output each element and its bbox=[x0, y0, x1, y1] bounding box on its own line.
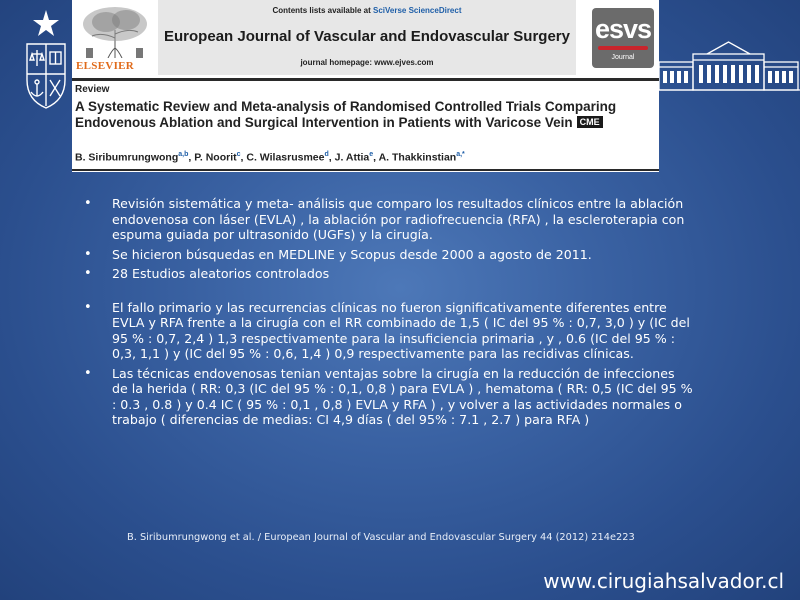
esvs-wordmark: esvs bbox=[594, 14, 652, 44]
author-name: P. Noorit bbox=[194, 151, 237, 164]
citation: B. Siribumrungwong et al. / European Journal of Vascular and Endovascular Surgery 44 (2012) 214e223 bbox=[127, 532, 635, 543]
elsevier-tree-icon bbox=[78, 4, 152, 58]
author-name: B. Siribumrungwong bbox=[75, 151, 179, 164]
article-title-text: A Systematic Review and Meta-analysis of Randomised Controlled Trials Comparing Endovenous Ablation and Surgical Intervention in Patients with Varicose Vein bbox=[75, 99, 617, 130]
article-title bbox=[75, 99, 650, 131]
journal-name: European Journal of Vascular and Endovascular Surgery bbox=[164, 28, 570, 45]
sciencedirect-link: SciVerse ScienceDirect bbox=[372, 6, 462, 15]
author-affiliation: a,b bbox=[178, 151, 189, 158]
bullet-item: • Las técnicas endovenosas tenian ventajas sobre la cirugía en la reducción de infecciones de la herida ( RR: 0,3 (IC del 95 % : 0,1, 0,8 ) para EVLA ) , hematoma ( RR: 0,5 (IC del 95 % : 0.3 , 0.8 ) y 0.4 IC ( 95 % : 0,1 , 0,8 ) EVLA y RFA ) , y volver a las actividades normales o trabajo ( diferencias de medias: CI 4,9 días ( del 95% : 7.1 , 2.7 ) para RFA ) bbox=[84, 366, 694, 428]
university-crest-icon bbox=[22, 8, 70, 110]
contents-prefix: Contents lists available at bbox=[272, 6, 373, 15]
author-affiliation: a,* bbox=[456, 151, 465, 158]
hospital-building-icon bbox=[657, 40, 800, 92]
esvs-journal-label: Journal bbox=[611, 54, 635, 61]
website-url: www.cirugiahsalvador.cl bbox=[543, 569, 784, 593]
bullet-item: • El fallo primario y las recurrencias clínicas no fueron significativamente diferentes entre EVLA y RFA frente a la cirugía con el RR combinado de 1,5 ( IC del 95 % : 0,7, 3,0 ) y (IC del 95 % : 0,7, 2,4 ) 1,3 respectivamente para la insuficiencia primaria , y , 0.6 (IC del 95 % : 0,3, 1,1 ) y (IC del 95 % : 0,6, 1,4 ) 0,9 respectivamente para las recidivas clínicas. bbox=[84, 300, 694, 362]
author-affiliation: c bbox=[236, 151, 241, 158]
author-name: A. Thakkinstian bbox=[378, 151, 457, 164]
author-affiliation: e bbox=[369, 151, 374, 158]
bullet-item: • Revisión sistemática y meta- análisis que comparo los resultados clínicos entre la ablación endovenosa con láser (EVLA) , la ablación por radiofrecuencia (RFA) , la escleroterapia con espuma guiada por ultrasonido (UGFs) y la cirugía. bbox=[84, 196, 694, 243]
publisher-banner bbox=[72, 0, 659, 81]
author-name: J. Attia bbox=[334, 151, 370, 164]
author-name: C. Wilasrusmee bbox=[246, 151, 325, 164]
bullet-list bbox=[84, 196, 694, 432]
bullet-item: • Se hicieron búsquedas en MEDLINE y Scopus desde 2000 a agosto de 2011. bbox=[84, 247, 694, 263]
section-label: Review bbox=[75, 84, 110, 95]
elsevier-wordmark: ELSEVIER bbox=[76, 60, 135, 72]
contents-available-line bbox=[158, 6, 576, 15]
author-list: B. Siribumrungwong$^{a,b}$, P. Noorit$^c$, C. Wilasrusmee$^d$, J. Attia$^e$, A. Thakkinstian$^{a,*}$ bbox=[75, 151, 465, 164]
cme-badge: CME bbox=[577, 116, 603, 128]
article-header-image bbox=[72, 0, 659, 172]
esvs-logo bbox=[592, 8, 654, 68]
bullet-item: • 28 Estudios aleatorios controlados bbox=[84, 266, 694, 282]
elsevier-logo bbox=[72, 0, 158, 75]
journal-homepage: journal homepage: www.ejves.com bbox=[300, 58, 434, 67]
esvs-red-arc bbox=[598, 46, 648, 50]
divider bbox=[72, 169, 659, 171]
author-affiliation: d bbox=[324, 151, 329, 158]
